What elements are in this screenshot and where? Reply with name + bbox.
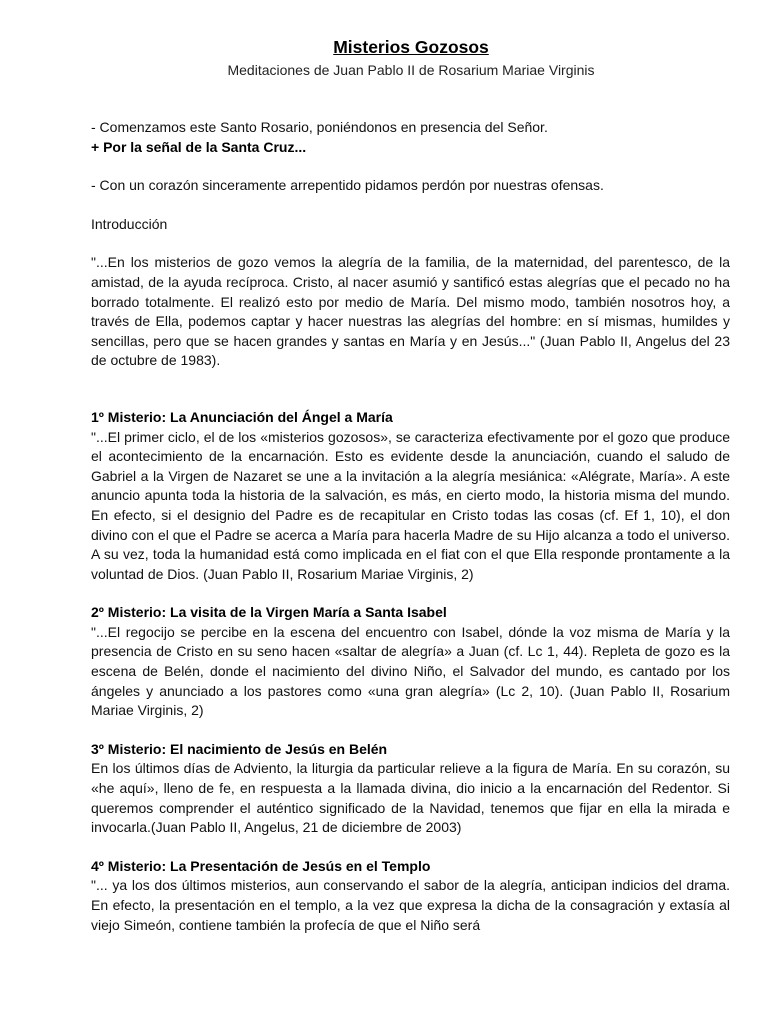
mystery-4-heading: 4º Misterio: La Presentación de Jesús en el Templo bbox=[91, 857, 431, 874]
spacer bbox=[91, 584, 730, 603]
page-subtitle: Meditaciones de Juan Pablo II de Rosarium Mariae Virginis bbox=[227, 62, 595, 78]
mystery-1-heading: 1º Misterio: La Anunciación del Ángel a María bbox=[91, 408, 393, 425]
spacer bbox=[91, 157, 730, 176]
document-body bbox=[91, 118, 730, 935]
page-title: Misterios Gozosos bbox=[333, 37, 489, 57]
opening-line-presence: - Comenzamos este Santo Rosario, poniéndonos en presencia del Señor. bbox=[91, 119, 548, 135]
opening-line-sign-of-cross: + Por la señal de la Santa Cruz... bbox=[91, 138, 307, 155]
mystery-2-heading: 2º Misterio: La visita de la Virgen María a Santa Isabel bbox=[91, 604, 447, 621]
spacer bbox=[91, 371, 730, 408]
spacer bbox=[91, 196, 730, 215]
spacer bbox=[91, 721, 730, 740]
introduction-heading: Introducción bbox=[91, 215, 168, 232]
opening-line-repentance: - Con un corazón sinceramente arrepentido pidamos perdón por nuestras ofensas. bbox=[91, 177, 604, 194]
spacer bbox=[91, 234, 730, 253]
mystery-3-heading: 3º Misterio: El nacimiento de Jesús en Belén bbox=[91, 740, 388, 757]
mystery-1-paragraph: "...El primer ciclo, el de los «misterios gozosos», se caracteriza efectivamente por el gozo que produce el acontecimiento de la encarnación. Esto es evidente desde la anunciación, cuando el saludo de Gabriel a la Virgen de Nazaret se une a la invitación a la alegría mesiánica: «Alégrate, María». A este anuncio apunta toda la historia de la salvación, es más, en cierto modo, la historia misma del mundo. En efecto, si el designio del Padre es de recapitular en Cristo todas las cosas (cf. Ef 1, 10), el don divino con el que el Padre se acerca a María para hacerla Madre de su Hijo alcanza a todo el universo. A su vez, toda la humanidad está como implicada en el fiat con el que Ella responde prontamente a la voluntad de Dios. (Juan Pablo II, Rosarium Mariae Virginis, 2) bbox=[91, 428, 730, 582]
mystery-2-paragraph: "...El regocijo se percibe en la escena del encuentro con Isabel, dónde la voz misma de María y la presencia de Cristo en su seno hacen «saltar de alegría» a Juan (cf. Lc 1, 44). Repleta de gozo es la escena de Belén, donde el nacimiento del divino Niño, el Salvador del mundo, es cantado por los ángeles y anunciado a los pastores como «una gran alegría» (Lc 2, 10). (Juan Pablo II, Rosarium Mariae Virginis, 2) bbox=[91, 623, 730, 719]
mystery-3-paragraph: En los últimos días de Adviento, la liturgia da particular relieve a la figura de María. En su corazón, su «he aquí», lleno de fe, en respuesta a la llamada divina, dio inicio a la encarnación del Redentor. Si queremos comprender el auténtico significado de la Navidad, tenemos que fijar en ella la mirada e invocarla.(Juan Pablo II, Angelus, 21 de diciembre de 2003) bbox=[91, 760, 730, 836]
mystery-4-paragraph: "... ya los dos últimos misterios, aun conservando el sabor de la alegría, anticipan indicios del drama. En efecto, la presentación en el templo, a la vez que expresa la dicha de la consagración y extasía al viejo Simeón, contiene también la profecía de que el Niño será bbox=[91, 877, 730, 933]
introduction-paragraph: "...En los misterios de gozo vemos la alegría de la familia, de la maternidad, del parentesco, de la amistad, de la ayuda recíproca. Cristo, al nacer asumió y santificó estas alegrías que el pecado no ha borrado totalmente. El realizó esto por medio de María. Del mismo modo, también nosotros hoy, a través de Ella, podemos captar y hacer nuestras las alegrías del hombre: en sí mismas, humildes y sencillas, pero que se hacen grandes y santas en María y en Jesús..." (Juan Pablo II, Angelus del 23 de octubre de 1983). bbox=[91, 254, 730, 369]
spacer bbox=[91, 838, 730, 857]
